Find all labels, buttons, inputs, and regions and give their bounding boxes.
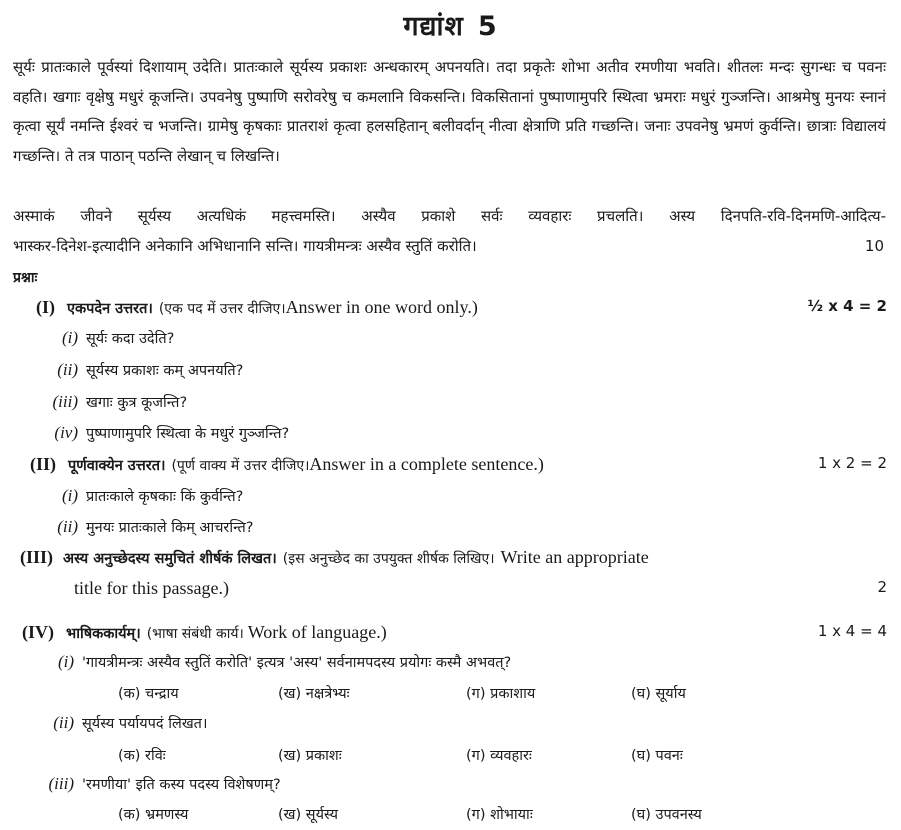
item-text: 'रमणीया' इति कस्य पदस्य विशेषणम्?	[82, 777, 281, 793]
item-index: (ii)	[53, 713, 74, 732]
section-4-instruction-hindi: (भाषा संबंधी कार्य।	[146, 626, 244, 642]
item-text: प्रातःकाले कृषकाः किं कुर्वन्ति?	[86, 489, 244, 505]
section-4-marks: 1 x 4 = 4	[817, 622, 887, 640]
questions-heading: प्रश्नाः	[13, 270, 38, 286]
option-gha[interactable]: (घ) सूर्याय	[631, 686, 686, 702]
section-3-instruction-english-cont: title for this passage.)	[74, 578, 229, 598]
section-1-numeral: (I)	[36, 297, 55, 317]
section-2-instruction-english: Answer in a complete sentence.)	[309, 454, 544, 474]
section-4-instruction-sanskrit: भाषिककार्यम्।	[66, 626, 141, 642]
item-text: सूर्यस्य प्रकाशः कम् अपनयति?	[86, 363, 244, 379]
option-gha[interactable]: (घ) उपवनस्य	[631, 807, 702, 823]
title-number: 5	[477, 11, 498, 42]
passage-paragraph-2-line-1: अस्माकं जीवने सूर्यस्य अत्यधिकं महत्त्वमस्ति। अस्यैव प्रकाशे सर्वः व्यवहारः प्रचलति। अस्य दिनपति-रवि-दिनमणि-आदित्य-	[13, 207, 886, 225]
title-label: गद्यांश	[403, 11, 464, 42]
item-text: 'गायत्रीमन्त्रः अस्यैव स्तुतिं करोति' इत्यत्र 'अस्य' सर्वनामपदस्य प्रयोगः कस्मै अभवत्?	[82, 655, 512, 671]
section-4-item-2-options	[0, 745, 901, 769]
passage-paragraph-1: सूर्यः प्रातःकाले पूर्वस्यां दिशायाम् उदेति। प्रातःकाले सूर्यस्य प्रकाशः अन्धकारम् अपनयति। तदा प्रकृतेः शोभा अतीव रमणीया भवति। शीतलः मन्दः सुगन्धः च पवनः वहति। खगाः वृक्षेषु मधुरं कूजन्ति। उपवनेषु पुष्पाणि सरोवरेषु च कमलानि विकसन्ति। विकसितानां पुष्पाणामुपरि स्थित्वा भ्रमराः मधुरं गुञ्जन्ति। आश्रमेषु मुनयः स्नानं कृत्वा सूर्यं नमन्ति ईश्वरं च भजन्ति। ग्रामेषु कृषकाः प्रातराशं कृत्वा हलसहितान् बलीवर्दान् नीत्वा क्षेत्राणि प्रति गच्छन्ति। जनाः उपवनेषु भ्रमणं कुर्वन्ति। छात्राः विद्यालयं गच्छन्ति। ते तत्र पाठान् पठन्ति लेखान् च लिखन्ति।	[13, 58, 886, 165]
passage-paragraph-2-line-2: भास्कर-दिनेश-इत्यादीनि अनेकानि अभिधानानि सन्ति। गायत्रीमन्त्रः अस्यैव स्तुतिं करोति।	[13, 236, 477, 255]
item-index: (i)	[57, 652, 74, 671]
section-4-item-1-options	[0, 683, 901, 707]
section-4-item-1	[40, 652, 901, 672]
option-ga[interactable]: (ग) शोभायाः	[466, 807, 533, 823]
section-2-numeral: (II)	[30, 454, 56, 474]
section-3-instruction-hindi: (इस अनुच्छेद का उपयुक्त शीर्षक लिखिए।	[282, 551, 495, 567]
section-3-header	[0, 547, 901, 568]
section-2-instruction-sanskrit: पूर्णवाक्येन उत्तरत।	[68, 458, 166, 474]
item-index: (ii)	[57, 517, 78, 536]
section-2-item-2	[44, 517, 901, 537]
section-2-item-1	[44, 486, 901, 506]
section-2-header	[0, 454, 901, 475]
option-ka[interactable]: (क) भ्रमणस्य	[118, 807, 189, 823]
option-ga[interactable]: (ग) व्यवहारः	[466, 748, 532, 764]
option-gha[interactable]: (घ) पवनः	[631, 748, 683, 764]
section-3-instruction-english: Write an appropriate	[500, 547, 649, 567]
option-kha[interactable]: (ख) प्रकाशः	[278, 748, 342, 764]
section-1-instruction-sanskrit: एकपदेन उत्तरत।	[67, 301, 153, 317]
option-kha[interactable]: (ख) नक्षत्रेभ्यः	[278, 686, 350, 702]
section-4-numeral: (IV)	[22, 622, 54, 642]
section-1-item-3	[44, 392, 901, 412]
passage-paragraph-2	[13, 202, 886, 261]
section-3-numeral: (III)	[20, 547, 54, 567]
section-1-item-1	[44, 328, 901, 348]
item-index: (i)	[61, 486, 78, 505]
section-4-item-3-options	[0, 804, 901, 828]
section-3-continuation	[0, 578, 901, 599]
option-ga[interactable]: (ग) प्रकाशाय	[466, 686, 536, 702]
section-1-marks: ½ x 4 = 2	[807, 297, 887, 315]
item-index: (i)	[61, 328, 78, 347]
section-4-item-2	[40, 713, 901, 733]
section-3-marks: 2	[877, 578, 887, 596]
item-index: (iv)	[54, 423, 78, 442]
item-text: खगाः कुत्र कूजन्ति?	[86, 395, 188, 411]
section-1-header	[0, 297, 901, 318]
section-3-instruction-sanskrit: अस्य अनुच्छेदस्य समुचितं शीर्षकं लिखत।	[63, 551, 277, 567]
section-4-item-3	[40, 774, 901, 794]
option-kha[interactable]: (ख) सूर्यस्य	[278, 807, 339, 823]
passage-total-marks: 10	[864, 236, 884, 255]
item-index: (ii)	[57, 360, 78, 379]
item-text: सूर्यः कदा उदेति?	[86, 331, 175, 347]
item-text: मुनयः प्रातःकाले किम् आचरन्ति?	[86, 520, 254, 536]
section-1-item-4	[44, 423, 901, 443]
item-index: (iii)	[48, 774, 74, 793]
section-4-instruction-english: Work of language.)	[247, 622, 387, 642]
section-1-instruction-hindi: (एक पद में उत्तर दीजिए।	[158, 301, 286, 317]
section-1-instruction-english: Answer in one word only.)	[285, 297, 478, 317]
page-title	[0, 6, 901, 43]
item-text: पुष्पाणामुपरि स्थित्वा के मधुरं गुञ्जन्ति?	[86, 426, 290, 442]
option-ka[interactable]: (क) चन्द्राय	[118, 686, 179, 702]
option-ka[interactable]: (क) रविः	[118, 748, 166, 764]
section-2-instruction-hindi: (पूर्ण वाक्य में उत्तर दीजिए।	[171, 458, 310, 474]
item-index: (iii)	[52, 392, 78, 411]
item-text: सूर्यस्य पर्यायपदं लिखत।	[82, 716, 208, 732]
section-2-marks: 1 x 2 = 2	[817, 454, 887, 472]
section-1-item-2	[44, 360, 901, 380]
section-4-header	[0, 622, 901, 643]
passage-last-line	[13, 232, 886, 262]
